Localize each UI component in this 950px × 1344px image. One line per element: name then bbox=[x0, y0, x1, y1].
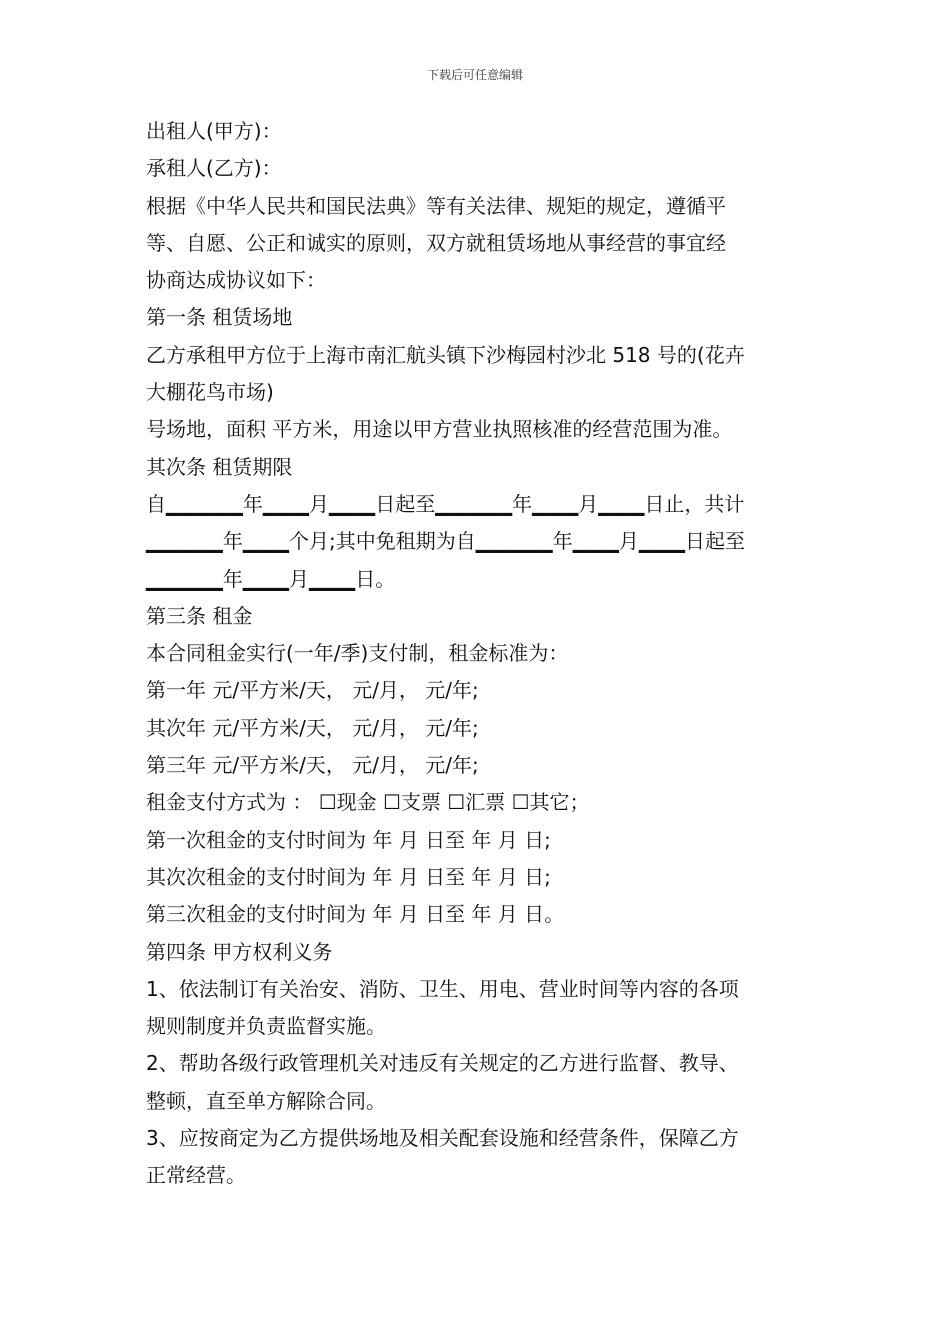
payment-time-2: 其次次租金的支付时间为 年 月 日至 年 月 日; bbox=[146, 864, 551, 889]
lease-term-line-3: ▁▁▁▁▁年▁▁▁月▁▁▁日。 bbox=[146, 566, 396, 591]
preamble-line-3: 协商达成协议如下： bbox=[146, 268, 326, 293]
payment-method-line: 租金支付方式为 ： ☐现金 ☐支票 ☐汇票 ☐其它； bbox=[146, 790, 590, 815]
duty-2-line-1: 2、帮助各级行政管理机关对违反有关规定的乙方进行监督、教导、 bbox=[146, 1051, 739, 1076]
rent-year-3: 第三年 元/平方米/天， 元/月， 元/年; bbox=[146, 753, 479, 778]
article-4-title: 第四条 甲方权利义务 bbox=[146, 939, 333, 964]
duty-3-line-2: 正常经营。 bbox=[146, 1163, 246, 1188]
duty-2-line-2: 整顿，直至单方解除合同。 bbox=[146, 1088, 386, 1113]
article-2-title: 其次条 租赁期限 bbox=[146, 454, 293, 479]
lease-term-line-1: 自▁▁▁▁▁年▁▁▁月▁▁▁日起至▁▁▁▁▁年▁▁▁月▁▁▁日止，共计 bbox=[146, 491, 745, 516]
page-header: 下载后可任意编辑 bbox=[426, 68, 523, 82]
rent-year-2: 其次年 元/平方米/天， 元/月， 元/年; bbox=[146, 715, 479, 740]
lessor-line: 出租人(甲方)： bbox=[146, 119, 282, 143]
article-1-title: 第一条 租赁场地 bbox=[146, 305, 293, 330]
duty-3-line-1: 3、应按商定为乙方提供场地及相关配套设施和经营条件，保障乙方 bbox=[146, 1126, 739, 1151]
payment-time-3: 第三次租金的支付时间为 年 月 日至 年 月 日。 bbox=[146, 902, 565, 927]
article-1-text-2: 大棚花鸟市场) bbox=[146, 380, 274, 405]
lessee-line: 承租人(乙方)： bbox=[146, 156, 282, 181]
article-3-title: 第三条 租金 bbox=[146, 603, 253, 628]
rent-system-line: 本合同租金实行(一年/季)支付制，租金标准为： bbox=[146, 641, 569, 666]
article-1-text-3: 号场地，面积 平方米，用途以甲方营业执照核准的经营范围为准。 bbox=[146, 417, 733, 442]
article-1-text-1: 乙方承租甲方位于上海市南汇航头镇下沙梅园村沙北 518 号的(花卉 bbox=[146, 342, 745, 367]
duty-1-line-2: 规则制度并负责监督实施。 bbox=[146, 1014, 386, 1039]
preamble-line-1: 根据《中华人民共和国民法典》等有关法律、规矩的规定，遵循平 bbox=[146, 193, 726, 218]
lease-term-line-2: ▁▁▁▁▁年▁▁▁个月;其中免租期为自▁▁▁▁▁年▁▁▁月▁▁▁日起至 bbox=[146, 529, 745, 554]
rent-year-1: 第一年 元/平方米/天， 元/月， 元/年; bbox=[146, 678, 479, 703]
preamble-line-2: 等、自愿、公正和诚实的原则，双方就租赁场地从事经营的事宜经 bbox=[146, 230, 726, 255]
contract-body bbox=[146, 113, 811, 1195]
duty-1-line-1: 1、依法制订有关治安、消防、卫生、用电、营业时间等内容的各项 bbox=[146, 976, 739, 1001]
payment-time-1: 第一次租金的支付时间为 年 月 日至 年 月 日; bbox=[146, 827, 551, 852]
